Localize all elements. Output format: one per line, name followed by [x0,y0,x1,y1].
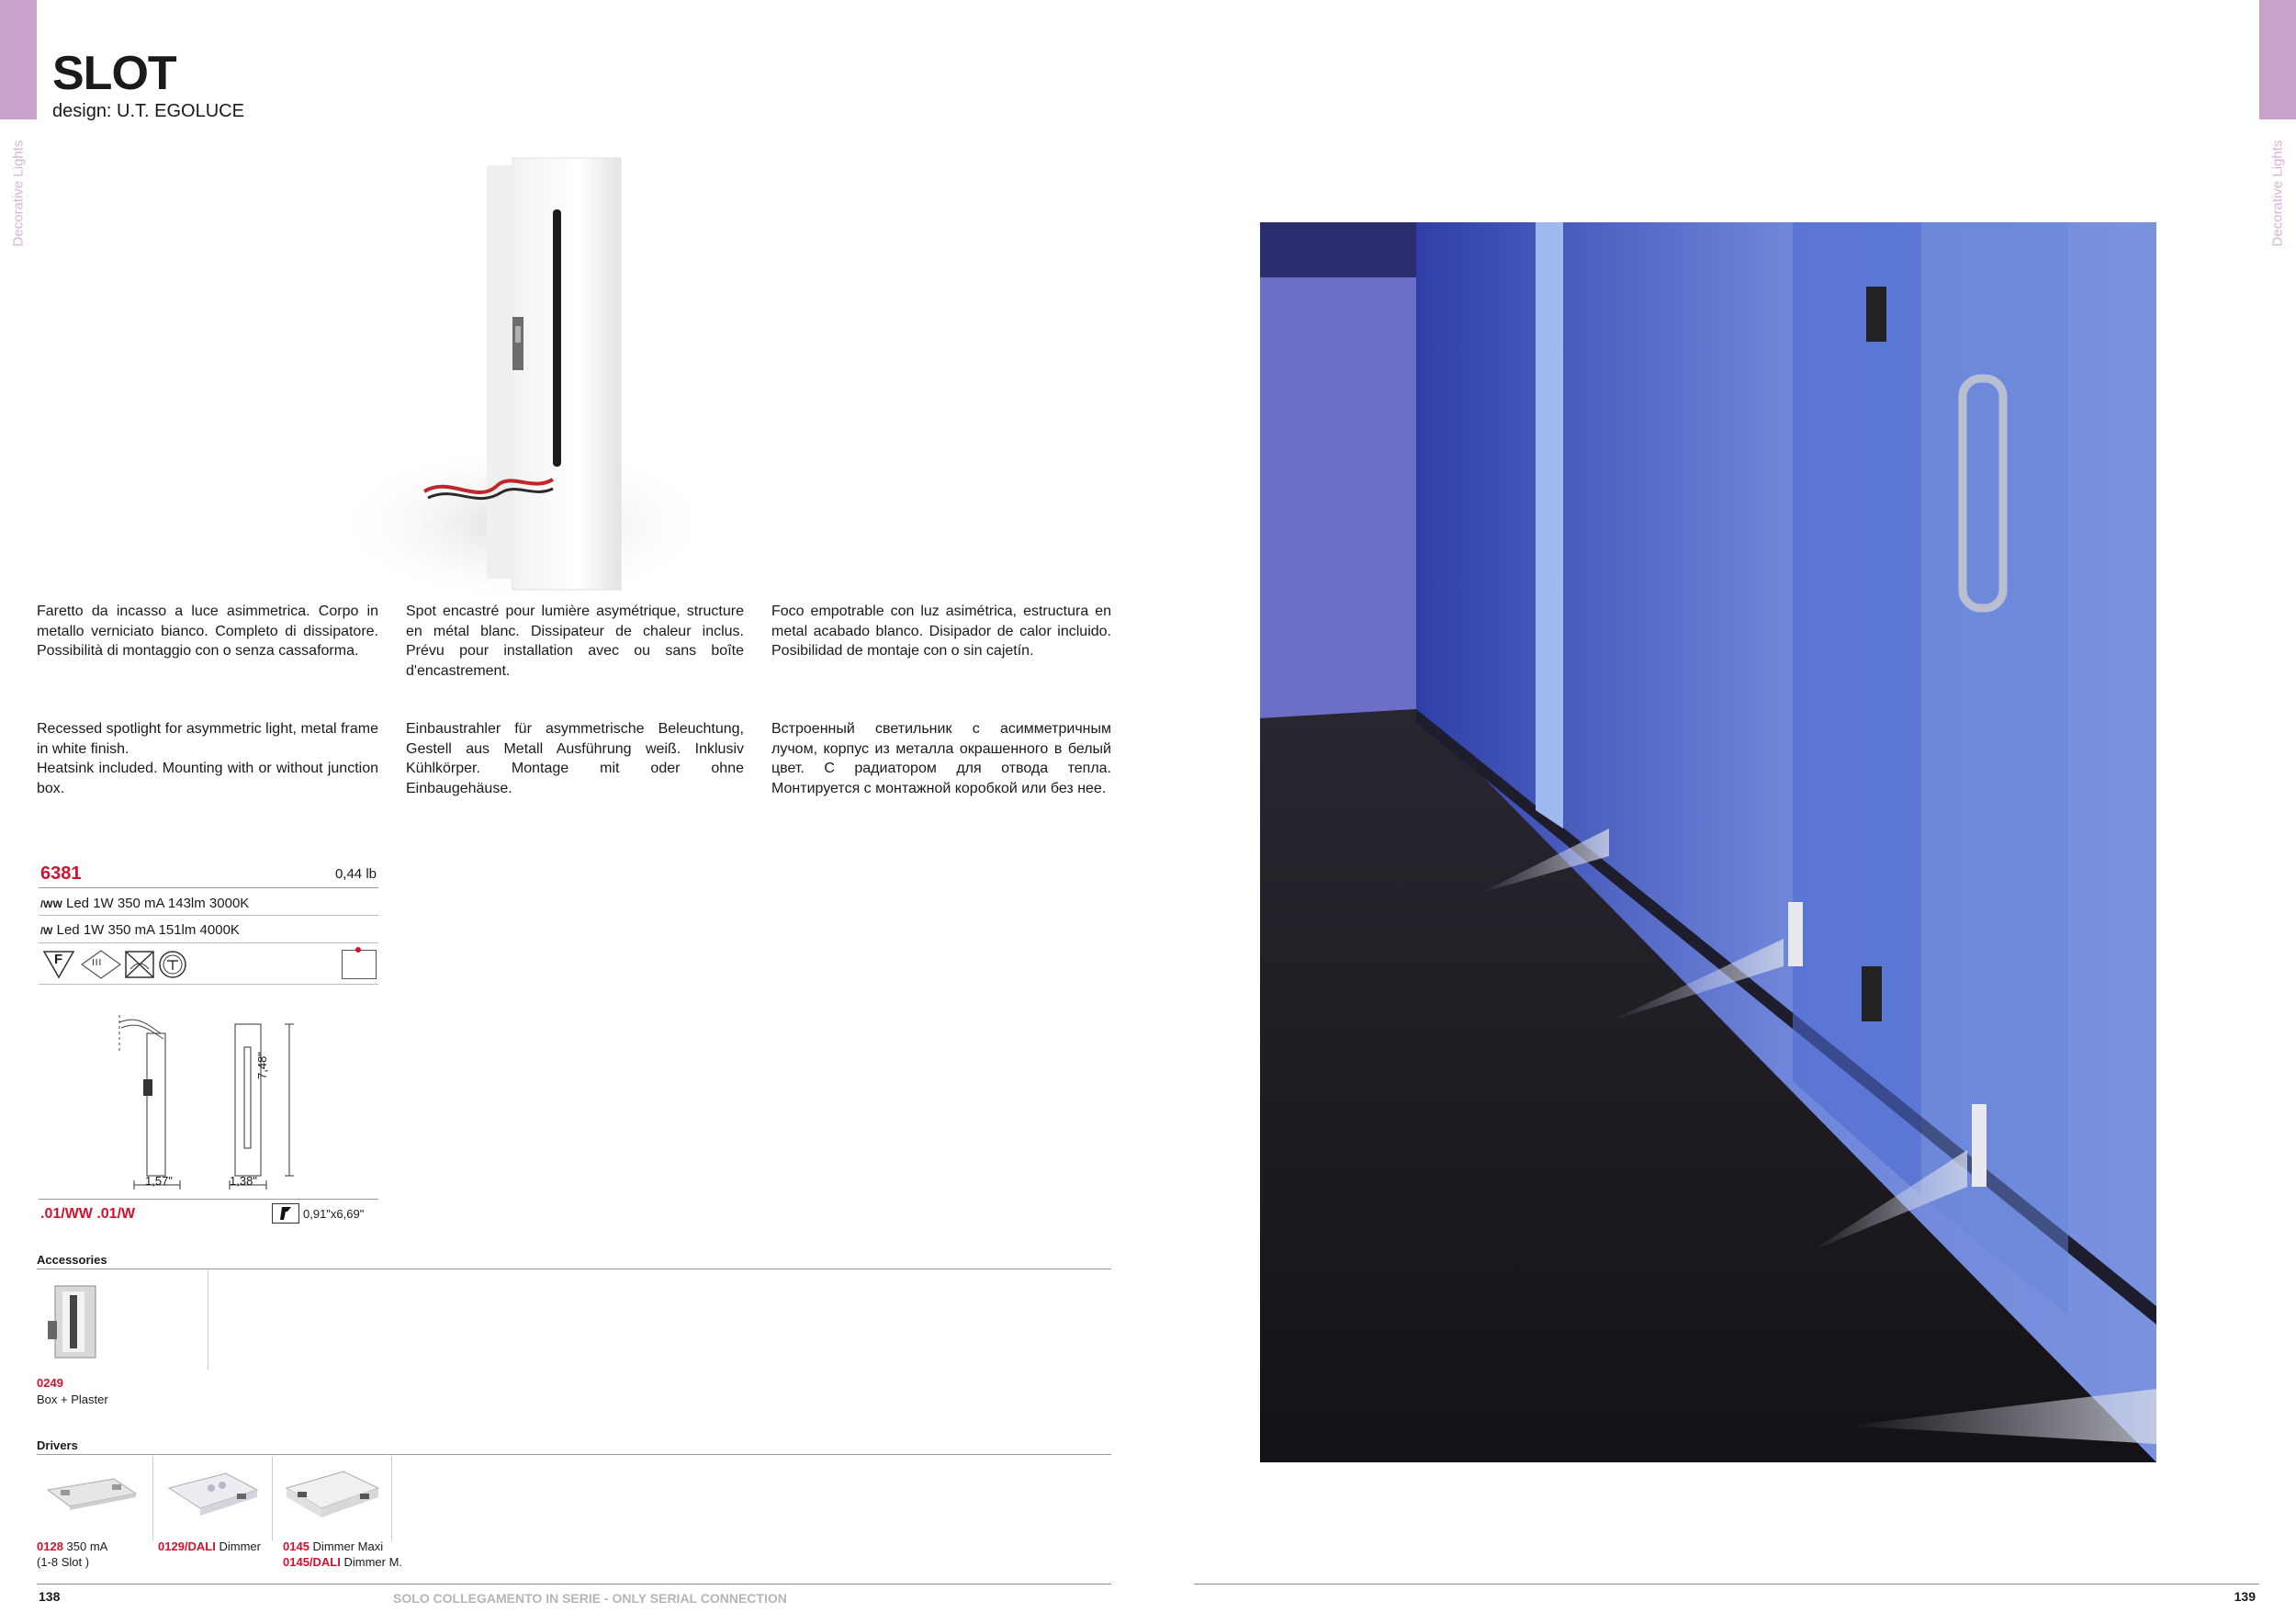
dimension-drawing [110,997,312,1199]
section-label-left-text: Decorative Lights [10,140,27,246]
etl-listed-icon [158,950,195,984]
spec-divider [39,942,378,943]
driver-0128-image[interactable] [40,1470,141,1516]
variant-ww [40,896,249,911]
driver-0145-image[interactable] [279,1462,386,1523]
driver-0145-dali-label [283,1555,402,1569]
spec-divider [39,984,378,985]
section-tab-right [2259,0,2296,119]
drivers-column-divider [272,1456,273,1540]
spec-divider [39,887,378,888]
no-insulation-cover-icon [125,951,154,983]
driver-0145-label [283,1539,383,1553]
cert-class-label: III [92,958,103,968]
description-italian: Faretto da incasso a luce asimmetrica. Corpo in metallo verniciato bianco. Completo di dissipatore. Possibilità di montaggio con o senza cassaforma. [37,603,378,659]
description-french: Spot encastré pour lumière asymétrique, structure en métal blanc. Dissipateur de chaleur inclus. Prévu pour installation avec ou sans boîte d'encastrement. [406,603,744,679]
driver-code: 0129/DALI [158,1539,216,1553]
light-direction-icon [342,950,377,979]
driver-description: 350 mA [66,1539,108,1553]
variant-w-suffix: /W [40,926,53,937]
cut-out-icon [272,1203,299,1224]
spec-divider [39,1199,378,1200]
cert-f-label: F [54,952,63,967]
driver-description: Dimmer M. [343,1555,403,1569]
driver-0128-label [37,1539,107,1553]
cut-out-codes: .01/WW .01/W [40,1206,136,1222]
driver-code: 0145 [283,1539,310,1553]
accessory-code: 0249 [37,1376,63,1390]
driver-0129-label [158,1539,261,1553]
driver-0128-note: (1-8 Slot ) [37,1555,90,1569]
dimension-width-side: 1,57" [145,1174,173,1188]
accessory-description: Box + Plaster [37,1393,108,1406]
driver-description: Dimmer [219,1539,261,1553]
flammable-surface-icon [42,950,75,979]
section-label-right-text: Decorative Lights [2269,140,2286,246]
drivers-divider [37,1454,1111,1455]
drivers-column-divider [391,1456,392,1540]
description-russian: Встроенный светильник с асимметричным лучом, корпус из металла окрашенного в белый цвет. С радиатором для отвода тепла. Монтируется с монтажной коробкой или без нее. [771,721,1111,796]
section-label-right [2259,129,2296,257]
description-spanish: Foco empotrable con luz asimétrica, estructura en metal acabado blanco. Disipador de calor incluido. Posibilidad de montaje con o sin cajetín. [771,603,1111,659]
page-subtitle: design: U.T. EGOLUCE [52,101,244,121]
class-three-icon [81,950,121,979]
section-label-left [0,129,37,257]
variant-w [40,922,240,938]
junction-box-image[interactable] [46,1279,116,1370]
product-weight: 0,44 lb [334,866,377,882]
page-number-right: 139 [2234,1589,2256,1604]
variant-ww-spec: Led 1W 350 mA 143lm 3000K [66,896,250,911]
description-english [37,719,378,798]
page-title: SLOT [52,47,176,100]
footer-rule-right [1194,1584,2259,1585]
section-tab-left [0,0,37,119]
product-code: 6381 [40,863,82,884]
dimension-height: 7,48" [255,1052,269,1079]
corridor-ambient-photo [1260,222,2156,1462]
description-english-line-2: Heatsink included. Mounting with or without junction box. [37,761,378,796]
product-hero-image [340,129,771,606]
page-number-left: 138 [39,1589,61,1604]
variant-w-spec: Led 1W 350 mA 151lm 4000K [56,922,240,938]
accessories-heading: Accessories [37,1253,107,1267]
driver-code: 0145/DALI [283,1555,341,1569]
description-german: Einbaustrahler für asymmetrische Beleuchtung, Gestell aus Metall Ausführung weiß. Inklusiv Kühlkörper. Montage mit oder ohne Einbaugehäuse. [406,721,744,796]
serial-connection-note: SOLO COLLEGAMENTO IN SERIE - ONLY SERIAL CONNECTION [393,1591,787,1606]
variant-ww-suffix: /WW [40,899,62,910]
driver-description: Dimmer Maxi [312,1539,384,1553]
driver-0129-dali-image[interactable] [162,1464,263,1523]
driver-code: 0128 [37,1539,63,1553]
cut-out-size: 0,91"x6,69" [303,1207,365,1221]
description-english-line-1: Recessed spotlight for asymmetric light, metal frame in white finish. [37,721,378,757]
footer-rule-left [37,1584,1111,1585]
drivers-column-divider [152,1456,153,1540]
drivers-heading: Drivers [37,1438,78,1452]
spec-divider [39,915,378,916]
dimension-width-front: 1,38" [230,1174,257,1188]
